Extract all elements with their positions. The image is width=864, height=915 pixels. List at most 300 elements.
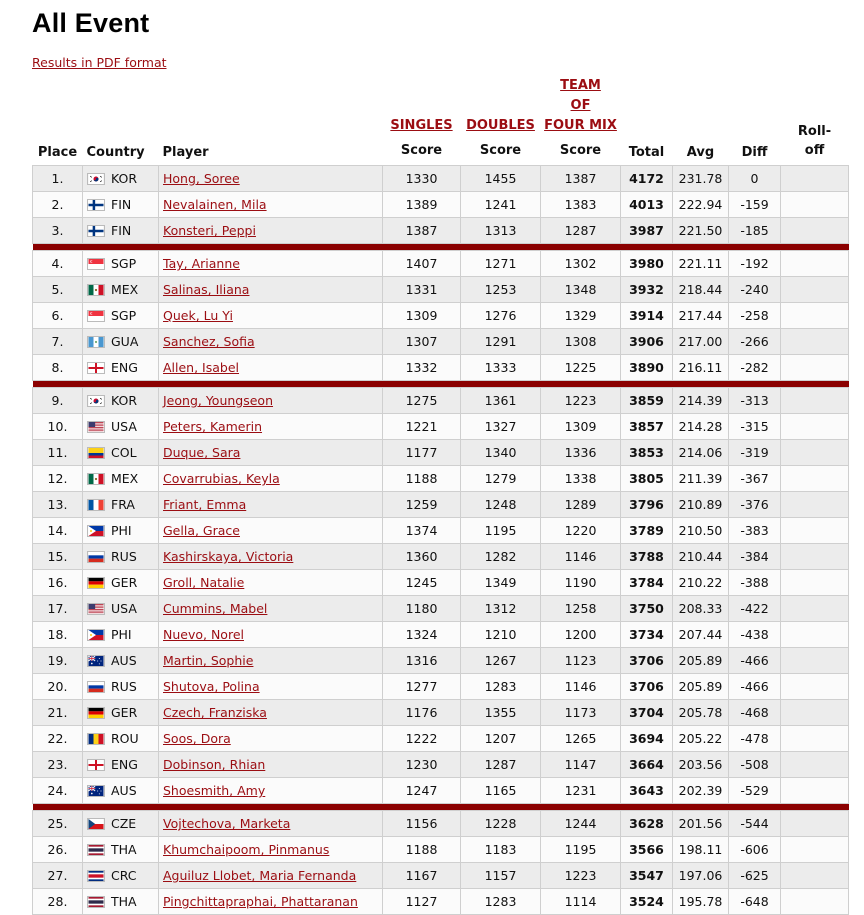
singles-score-cell: 1407 [383,251,461,277]
country-cell [83,414,159,440]
singles-link[interactable]: SINGLES [390,118,453,133]
country-code: RUS [111,549,137,564]
country-code: THA [111,894,137,909]
table-row [33,700,849,726]
player-link[interactable]: Soos, Dora [163,731,231,746]
country-cell [83,863,159,889]
table-row [33,570,849,596]
doubles-score-cell: 1312 [461,596,541,622]
country-code: FRA [111,497,135,512]
fra-flag-icon [87,499,105,511]
doubles-score-cell: 1248 [461,492,541,518]
place-cell: 11. [33,440,83,466]
player-link[interactable]: Shutova, Polina [163,679,260,694]
player-cell [159,622,383,648]
country-code: PHI [111,627,132,642]
total-cell: 3857 [621,414,673,440]
team-score-cell: 1220 [541,518,621,544]
avg-cell: 210.44 [673,544,729,570]
total-cell: 3734 [621,622,673,648]
player-link[interactable]: Quek, Lu Yi [163,308,233,323]
country-code: MEX [111,282,139,297]
diff-cell: -478 [729,726,781,752]
country-code: RUS [111,679,137,694]
team-score-cell: 1146 [541,674,621,700]
diff-cell: -606 [729,837,781,863]
rolloff-label-line2: off [804,143,825,158]
rolloff-cell [781,778,849,804]
doubles-score-cell: 1291 [461,329,541,355]
team-score-cell: 1244 [541,811,621,837]
country-cell [83,303,159,329]
player-cell [159,388,383,414]
player-link[interactable]: Nevalainen, Mila [163,197,267,212]
sgp-flag-icon [87,310,105,322]
diff-cell: -466 [729,674,781,700]
doubles-score-cell: 1207 [461,726,541,752]
player-link[interactable]: Jeong, Youngseon [163,393,274,408]
country-cell [83,674,159,700]
column-header-diff: Diff [741,145,768,160]
player-cell [159,466,383,492]
doubles-score-cell: 1340 [461,440,541,466]
doubles-score-cell: 1241 [461,192,541,218]
singles-score-cell: 1307 [383,329,461,355]
group-separator [33,244,849,251]
player-cell [159,752,383,778]
player-cell [159,596,383,622]
rou-flag-icon [87,733,105,745]
team-score-cell: 1173 [541,700,621,726]
country-code: GER [111,705,138,720]
avg-cell: 195.78 [673,889,729,915]
singles-score-cell: 1188 [383,466,461,492]
player-link[interactable]: Cummins, Mabel [163,601,268,616]
player-link[interactable]: Khumchaipoom, Pinmanus [163,842,330,857]
total-cell: 3788 [621,544,673,570]
diff-cell: -282 [729,355,781,381]
diff-cell: -468 [729,700,781,726]
diff-cell: -508 [729,752,781,778]
player-link[interactable]: Czech, Franziska [163,705,267,720]
column-header-rolloff [781,76,849,166]
team-score-cell: 1329 [541,303,621,329]
table-row [33,544,849,570]
place-cell: 17. [33,596,83,622]
place-cell: 10. [33,414,83,440]
mex-flag-icon [87,473,105,485]
column-header-team [541,76,621,166]
country-cell [83,700,159,726]
table-row [33,414,849,440]
total-cell: 3750 [621,596,673,622]
diff-cell: -266 [729,329,781,355]
player-cell [159,570,383,596]
column-header-player: Player [162,145,209,160]
singles-score-cell: 1387 [383,218,461,244]
country-code: PHI [111,523,132,538]
player-link[interactable]: Hong, Soree [163,171,240,186]
doubles-score-cell: 1361 [461,388,541,414]
singles-score-cell: 1222 [383,726,461,752]
gua-flag-icon [87,336,105,348]
singles-score-cell: 1188 [383,837,461,863]
country-code: MEX [111,471,139,486]
table-row [33,752,849,778]
country-code: CZE [111,816,137,831]
singles-score-cell: 1316 [383,648,461,674]
crc-flag-icon [87,870,105,882]
country-cell [83,889,159,915]
place-cell: 3. [33,218,83,244]
player-link[interactable]: Peters, Kamerin [163,419,263,434]
table-row [33,355,849,381]
place-cell: 21. [33,700,83,726]
player-link[interactable]: Pingchittapraphai, Phattaranan [163,894,358,909]
table-row [33,811,849,837]
table-row [33,837,849,863]
team-score-cell: 1258 [541,596,621,622]
player-cell [159,218,383,244]
team-score-cell: 1348 [541,277,621,303]
singles-score-cell: 1247 [383,778,461,804]
player-cell [159,648,383,674]
doubles-score-cell: 1228 [461,811,541,837]
doubles-score-cell: 1279 [461,466,541,492]
table-row [33,218,849,244]
kor-flag-icon [87,173,105,185]
team-score-cell: 1200 [541,622,621,648]
place-cell: 6. [33,303,83,329]
country-code: AUS [111,783,137,798]
singles-score-cell: 1176 [383,700,461,726]
diff-cell: -383 [729,518,781,544]
country-code: USA [111,419,137,434]
place-cell: 2. [33,192,83,218]
header-row [33,76,849,166]
player-cell [159,166,383,192]
total-cell: 3664 [621,752,673,778]
separator-bar [33,381,849,388]
team-score-cell: 1308 [541,329,621,355]
player-link[interactable]: Allen, Isabel [163,360,240,375]
diff-cell: -313 [729,388,781,414]
tha-flag-icon [87,844,105,856]
country-code: KOR [111,393,138,408]
usa-flag-icon [87,603,105,615]
rolloff-cell [781,166,849,192]
results-body [33,166,849,915]
avg-cell: 202.39 [673,778,729,804]
total-cell: 3987 [621,218,673,244]
avg-cell: 207.44 [673,622,729,648]
rolloff-cell [781,752,849,778]
rus-flag-icon [87,551,105,563]
singles-score-cell: 1221 [383,414,461,440]
table-row [33,863,849,889]
diff-cell: -159 [729,192,781,218]
country-cell [83,218,159,244]
country-cell [83,544,159,570]
avg-cell: 205.22 [673,726,729,752]
team-link-line1[interactable]: TEAM [560,78,601,93]
avg-cell: 222.94 [673,192,729,218]
rolloff-cell [781,329,849,355]
diff-cell: -384 [729,544,781,570]
diff-cell: -367 [729,466,781,492]
singles-score-label: Score [400,143,443,158]
team-score-cell: 1265 [541,726,621,752]
country-code: ENG [111,360,138,375]
player-link[interactable]: Gella, Grace [163,523,240,538]
doubles-score-cell: 1267 [461,648,541,674]
country-code: GUA [111,334,139,349]
singles-score-cell: 1389 [383,192,461,218]
rolloff-cell [781,700,849,726]
place-cell: 12. [33,466,83,492]
team-link-line2[interactable]: OF [570,98,591,113]
col-flag-icon [87,447,105,459]
total-cell: 3980 [621,251,673,277]
player-cell [159,414,383,440]
rolloff-cell [781,863,849,889]
column-header-doubles [461,76,541,166]
sgp-flag-icon [87,258,105,270]
diff-cell: -258 [729,303,781,329]
doubles-score-cell: 1349 [461,570,541,596]
diff-cell: -315 [729,414,781,440]
phi-flag-icon [87,629,105,641]
total-cell: 3706 [621,648,673,674]
total-cell: 3906 [621,329,673,355]
country-code: KOR [111,171,138,186]
player-cell [159,303,383,329]
country-code: COL [111,445,137,460]
place-cell: 25. [33,811,83,837]
country-cell [83,440,159,466]
table-row [33,622,849,648]
country-cell [83,355,159,381]
avg-cell: 210.22 [673,570,729,596]
table-row [33,277,849,303]
doubles-score-cell: 1253 [461,277,541,303]
rolloff-cell [781,674,849,700]
singles-score-cell: 1324 [383,622,461,648]
team-score-cell: 1387 [541,166,621,192]
doubles-score-cell: 1183 [461,837,541,863]
country-cell [83,277,159,303]
singles-score-cell: 1156 [383,811,461,837]
country-cell [83,388,159,414]
phi-flag-icon [87,525,105,537]
total-cell: 3628 [621,811,673,837]
country-cell [83,570,159,596]
avg-cell: 218.44 [673,277,729,303]
column-header-singles [383,76,461,166]
player-link[interactable]: Nuevo, Norel [163,627,244,642]
kor-flag-icon [87,395,105,407]
aus-flag-icon [87,785,105,797]
doubles-score-cell: 1271 [461,251,541,277]
group-separator [33,804,849,811]
avg-cell: 231.78 [673,166,729,192]
table-row [33,166,849,192]
rolloff-cell [781,303,849,329]
team-score-cell: 1302 [541,251,621,277]
total-cell: 3805 [621,466,673,492]
table-row [33,251,849,277]
total-cell: 3694 [621,726,673,752]
avg-cell: 205.89 [673,648,729,674]
diff-cell: -376 [729,492,781,518]
rolloff-cell [781,218,849,244]
place-cell: 20. [33,674,83,700]
player-link[interactable]: Tay, Arianne [163,256,240,271]
singles-score-cell: 1277 [383,674,461,700]
rolloff-cell [781,622,849,648]
total-cell: 4013 [621,192,673,218]
country-code: USA [111,601,137,616]
country-code: SGP [111,256,137,271]
player-cell [159,726,383,752]
singles-score-cell: 1332 [383,355,461,381]
mex-flag-icon [87,284,105,296]
rolloff-cell [781,192,849,218]
player-link[interactable]: Kashirskaya, Victoria [163,549,294,564]
singles-score-cell: 1331 [383,277,461,303]
rolloff-cell [781,466,849,492]
table-row [33,778,849,804]
table-row [33,329,849,355]
total-cell: 3784 [621,570,673,596]
diff-cell: -319 [729,440,781,466]
rolloff-cell [781,251,849,277]
country-code: FIN [111,197,132,212]
team-link-line3[interactable]: FOUR MIX [544,118,617,133]
avg-cell: 210.89 [673,492,729,518]
place-cell: 5. [33,277,83,303]
country-cell [83,329,159,355]
team-score-cell: 1338 [541,466,621,492]
singles-score-cell: 1180 [383,596,461,622]
avg-cell: 203.56 [673,752,729,778]
country-cell [83,726,159,752]
player-link[interactable]: Friant, Emma [163,497,247,512]
player-link[interactable]: Martin, Sophie [163,653,254,668]
player-link[interactable]: Aguiluz Llobet, Maria Fernanda [163,868,357,883]
team-score-cell: 1114 [541,889,621,915]
rolloff-cell [781,492,849,518]
player-cell [159,440,383,466]
rolloff-cell [781,889,849,915]
avg-cell: 221.11 [673,251,729,277]
doubles-score-cell: 1195 [461,518,541,544]
place-cell: 13. [33,492,83,518]
table-row [33,466,849,492]
team-score-cell: 1287 [541,218,621,244]
page-title: All Event [32,8,150,38]
avg-cell: 217.44 [673,303,729,329]
country-code: SGP [111,308,137,323]
player-cell [159,518,383,544]
table-row [33,674,849,700]
player-link[interactable]: Dobinson, Rhian [163,757,266,772]
eng-flag-icon [87,759,105,771]
country-cell [83,837,159,863]
player-cell [159,674,383,700]
diff-cell: -544 [729,811,781,837]
team-score-label: Score [559,143,602,158]
table-row [33,492,849,518]
player-cell [159,863,383,889]
country-cell [83,466,159,492]
player-link[interactable]: Duque, Sara [163,445,241,460]
total-cell: 3914 [621,303,673,329]
fin-flag-icon [87,225,105,237]
pdf-results-link[interactable]: Results in PDF format [32,55,167,70]
player-link[interactable]: Sanchez, Sofia [163,334,255,349]
diff-cell: -648 [729,889,781,915]
country-cell [83,648,159,674]
total-cell: 3524 [621,889,673,915]
rolloff-cell [781,544,849,570]
rolloff-cell [781,277,849,303]
place-cell: 27. [33,863,83,889]
column-header-total: Total [628,145,665,160]
avg-cell: 205.89 [673,674,729,700]
singles-score-cell: 1309 [383,303,461,329]
table-row [33,440,849,466]
doubles-score-cell: 1333 [461,355,541,381]
place-cell: 19. [33,648,83,674]
player-link[interactable]: Salinas, Iliana [163,282,250,297]
singles-score-cell: 1177 [383,440,461,466]
total-cell: 3547 [621,863,673,889]
place-cell: 9. [33,388,83,414]
team-score-cell: 1223 [541,388,621,414]
player-link[interactable]: Shoesmith, Amy [163,783,266,798]
team-score-cell: 1123 [541,648,621,674]
country-cell [83,778,159,804]
singles-score-cell: 1275 [383,388,461,414]
player-link[interactable]: Groll, Natalie [163,575,245,590]
rolloff-cell [781,355,849,381]
doubles-link[interactable]: DOUBLES [466,118,535,133]
country-cell [83,518,159,544]
column-header-place: Place [37,145,78,160]
team-score-cell: 1289 [541,492,621,518]
total-cell: 3859 [621,388,673,414]
player-cell [159,700,383,726]
rolloff-cell [781,440,849,466]
table-row [33,388,849,414]
doubles-score-cell: 1283 [461,674,541,700]
rolloff-cell [781,414,849,440]
player-link[interactable]: Vojtechova, Marketa [163,816,291,831]
total-cell: 3890 [621,355,673,381]
diff-cell: -185 [729,218,781,244]
tha-flag-icon [87,896,105,908]
team-score-cell: 1336 [541,440,621,466]
player-cell [159,355,383,381]
place-cell: 26. [33,837,83,863]
total-cell: 3932 [621,277,673,303]
rolloff-cell [781,570,849,596]
player-link[interactable]: Covarrubias, Keyla [163,471,280,486]
player-link[interactable]: Konsteri, Peppi [163,223,256,238]
rolloff-cell [781,811,849,837]
rolloff-label-line1: Roll- [797,124,832,139]
